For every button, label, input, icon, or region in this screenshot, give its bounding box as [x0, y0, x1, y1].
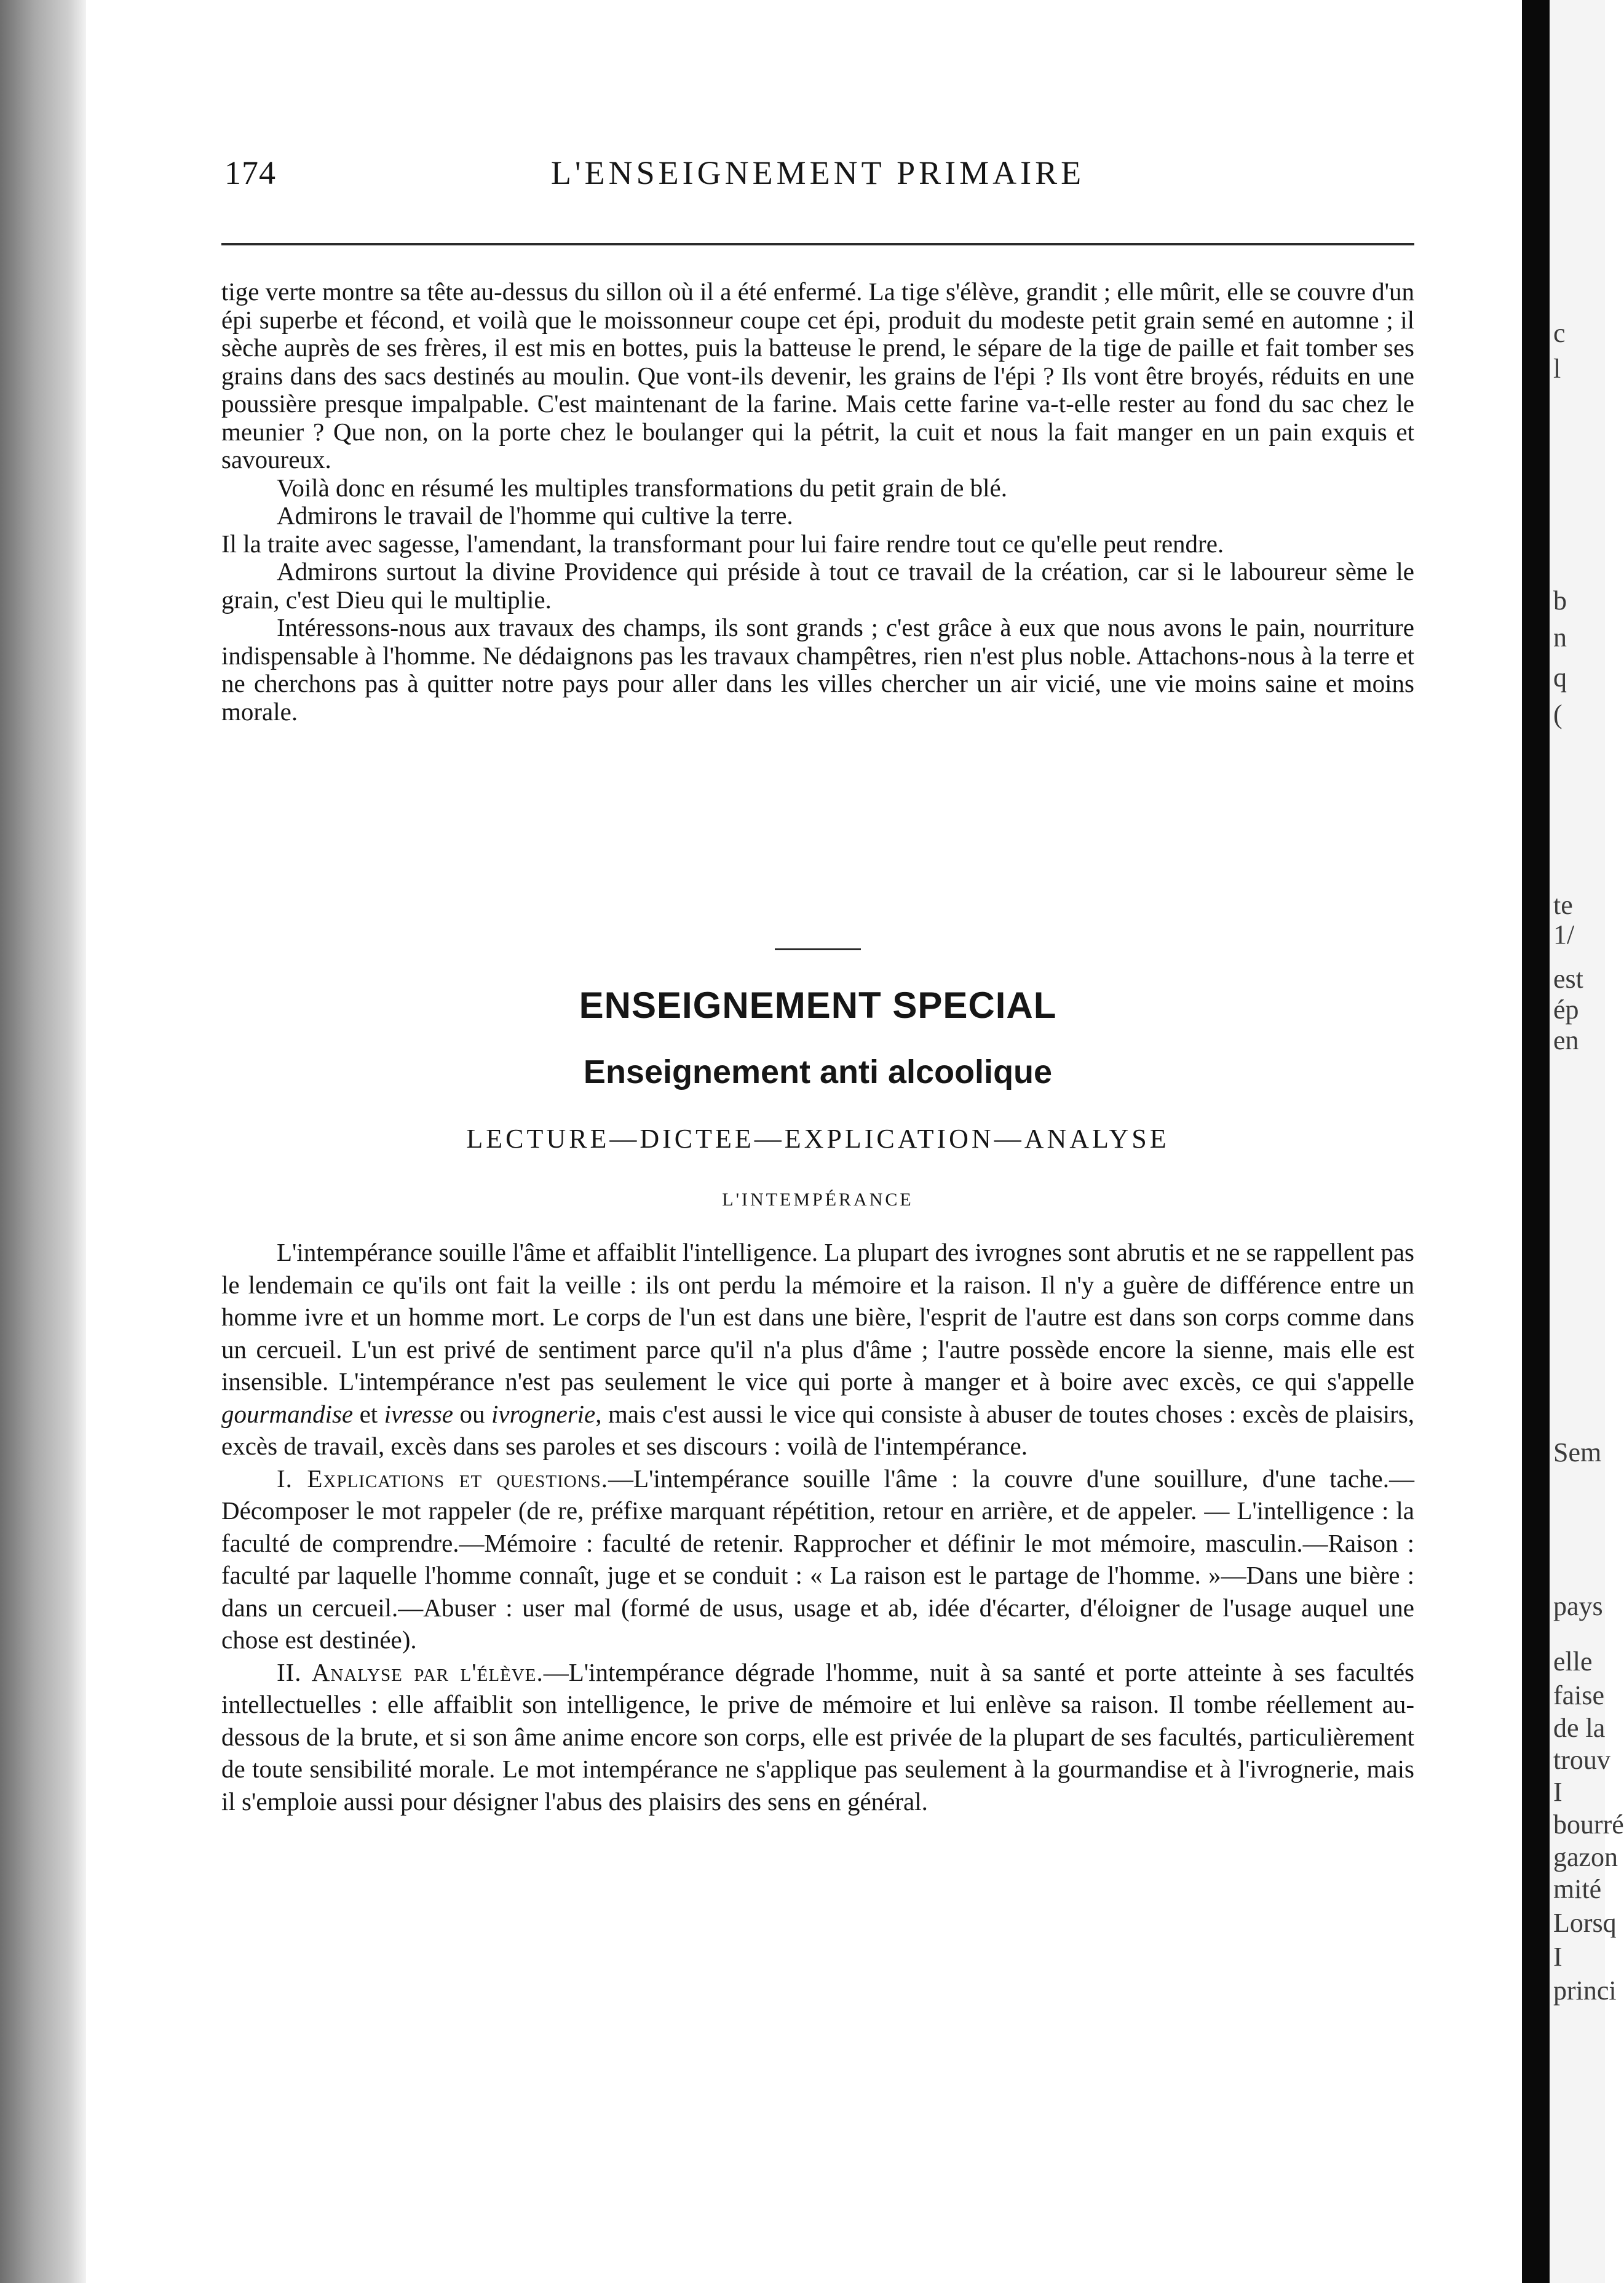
analyse-text: —L'intempérance dégrade l'homme, nuit à sa santé et porte atteinte à ses facultés intellectuelles : elle affaiblit son intelligence, le prive de mémoire et lui enlève sa raison. Il tombe réellement au-dessous de la brute, et si son âme anime encore son corps, elle est privée de la plupart de ses facultés, particulièrement de toute sensibilité morale. Le mot intempérance ne s'applique pas seulement à la gourmandise et à l'ivrognerie, mais il s'emploie aussi pour désigner l'abus des plaisirs des sens en général.	[221, 1658, 1414, 1816]
lesson-text-block	[221, 1236, 1414, 1817]
paragraph: Admirons le travail de l'homme qui cultive la terre.	[277, 501, 793, 530]
paragraph: tige verte montre sa tête au-dessus du sillon où il a été enfermé. La tige s'élève, grandit ; elle mûrit, elle se couvre d'un épi superbe et fécond, et voilà que le moissonneur coupe cet épi, produit du modeste petit grain semé en automne ; il sèche auprès de ses frères, il est mis en bottes, puis la batteuse le prend, le sépare de la tige de paille et fait tomber ses grains dans des sacs destinés au moulin. Que vont-ils devenir, les grains de l'épi ? Ils vont être broyés, réduits en une poussière presque impalpable. C'est maintenant de la farine. Mais cette farine va-t-elle rester au fond du sac chez le meunier ? Que non, on la porte chez le boulanger qui la pétrit, la cuit et nous la fait manger en un pain exquis et savoureux.	[221, 277, 1414, 474]
adjacent-page-fragment: princi	[1553, 1975, 1617, 2006]
adjacent-page-fragment: de la	[1553, 1713, 1606, 1743]
lesson-title: L'INTEMPÉRANCE	[722, 1189, 914, 1210]
adjacent-page-fragment: faise	[1553, 1680, 1605, 1710]
adjacent-page-fragment: 1/	[1553, 919, 1575, 950]
lesson-text: et	[359, 1399, 378, 1428]
analyse-paragraph	[221, 1656, 1414, 1818]
lesson-types: LECTURE—DICTEE—EXPLICATION—ANALYSE	[466, 1124, 1170, 1154]
adjacent-page-fragment: pays	[1553, 1591, 1603, 1621]
adjacent-page-fragment: gazon	[1553, 1842, 1618, 1872]
page-header	[221, 154, 1414, 203]
lesson-paragraph	[221, 1236, 1414, 1463]
analyse-label: II. Analyse par l'élève.	[277, 1658, 544, 1686]
adjacent-page-fragment: n	[1553, 622, 1567, 653]
lesson-text: , mais c'est aussi le vice qui consiste à abuser de toutes choses : excès de plaisirs, excès de travail, excès dans ses paroles et ses discours : voilà de l'intempérance.	[221, 1399, 1415, 1460]
adjacent-page-fragment: (	[1553, 699, 1563, 729]
paragraph: Voilà donc en résumé les multiples transformations du petit grain de blé.	[277, 473, 1007, 502]
adjacent-page-fragment: te	[1553, 890, 1573, 920]
adjacent-page-fragment: est	[1553, 964, 1583, 994]
lesson-text: ou	[459, 1399, 485, 1428]
paragraph: Intéressons-nous aux travaux des champs, ils sont grands ; c'est grâce à eux que nous avons le pain, nourriture indispensable à l'homme. Ne dédaignons pas les travaux champêtres, rien n'est plus noble. Attachons-nous à la terre et ne cherchons pas à quitter notre pays pour aller dans les villes chercher un air vicié, une vie moins saine et moins morale.	[221, 613, 1414, 726]
adjacent-page-fragment: I	[1553, 1942, 1563, 1972]
section-subtitle: Enseignement anti alcoolique	[583, 1054, 1053, 1090]
explications-text: —L'intempérance souille l'âme : la couvre d'une souillure, d'une tache.—Décomposer le mot rappeler (de re, préfixe marquant répétition, retour en arrière, et de appeler. — L'intelligence : la faculté de comprendre.—Mémoire : faculté de retenir. Rapprocher et définir le mot mémoire, masculin.—Raison : faculté par laquelle l'homme connaît, juge et se conduit : « La raison est le partage de l'homme. »—Dans une bière : dans un cercueil.—Abuser : user mal (formé de usus, usage et ab, idée d'écarter, d'éloigner de l'usage auquel une chose est destinée).	[221, 1464, 1414, 1654]
adjacent-page-fragment: Sem	[1553, 1437, 1602, 1467]
running-title: L'ENSEIGNEMENT PRIMAIRE	[550, 154, 1085, 191]
explications-label: I. Explications et questions.	[277, 1464, 609, 1493]
adjacent-page-fragment: l	[1553, 354, 1561, 384]
explications-paragraph	[221, 1463, 1414, 1656]
scan-left-edge	[0, 0, 86, 2283]
adjacent-page-fragment: q	[1553, 662, 1567, 693]
adjacent-page-fragment: elle	[1553, 1646, 1593, 1677]
emphasis: ivrognerie	[491, 1399, 596, 1428]
emphasis: gourmandise	[221, 1399, 354, 1428]
section-divider	[775, 948, 861, 950]
page-gutter	[1522, 0, 1550, 2283]
adjacent-page-fragment: Lorsq	[1553, 1908, 1617, 1938]
lesson-text: L'intempérance souille l'âme et affaiblit l'intelligence. La plupart des ivrognes sont abrutis et ne se rappellent pas le lendemain ce qu'ils ont fait la veille : ils ont perdu la mémoire et la raison. Il n'y a guère de différence entre un homme ivre et un homme mort. Le corps de l'un est dans une bière, l'esprit de l'autre est dans son corps comme dans un cercueil. L'un est privé de sentiment parce qu'il n'a plus d'âme ; l'autre possède encore la sienne, mais elle est insensible. L'intempérance n'est pas seulement le vice qui porte à manger et à boire avec excès, ce qui s'appelle	[221, 1238, 1414, 1396]
book-page	[221, 0, 1414, 2283]
adjacent-page-fragment: I	[1553, 1777, 1563, 1807]
section-title: ENSEIGNEMENT SPECIAL	[579, 985, 1057, 1026]
adjacent-page-fragment: c	[1553, 318, 1566, 348]
emphasis: ivresse	[384, 1399, 454, 1428]
adjacent-page-fragment: b	[1553, 586, 1567, 616]
adjacent-page-fragment: en	[1553, 1025, 1579, 1055]
top-text-block	[221, 278, 1414, 726]
adjacent-page-fragment: bourré	[1553, 1809, 1624, 1840]
header-rule	[221, 243, 1414, 245]
paragraph: Admirons surtout la divine Providence qui préside à tout ce travail de la création, car si le laboureur sème le grain, c'est Dieu qui le multiplie.	[221, 557, 1414, 614]
paragraph: Il la traite avec sagesse, l'amendant, la transformant pour lui faire rendre tout ce qu'elle peut rendre.	[221, 529, 1224, 558]
adjacent-page-edge	[1550, 0, 1624, 2283]
adjacent-page-fragment: mité	[1553, 1874, 1602, 1904]
adjacent-page-fragment: trouv	[1553, 1745, 1610, 1775]
adjacent-page-fragment: ép	[1553, 995, 1579, 1025]
page-number: 174	[224, 154, 276, 191]
